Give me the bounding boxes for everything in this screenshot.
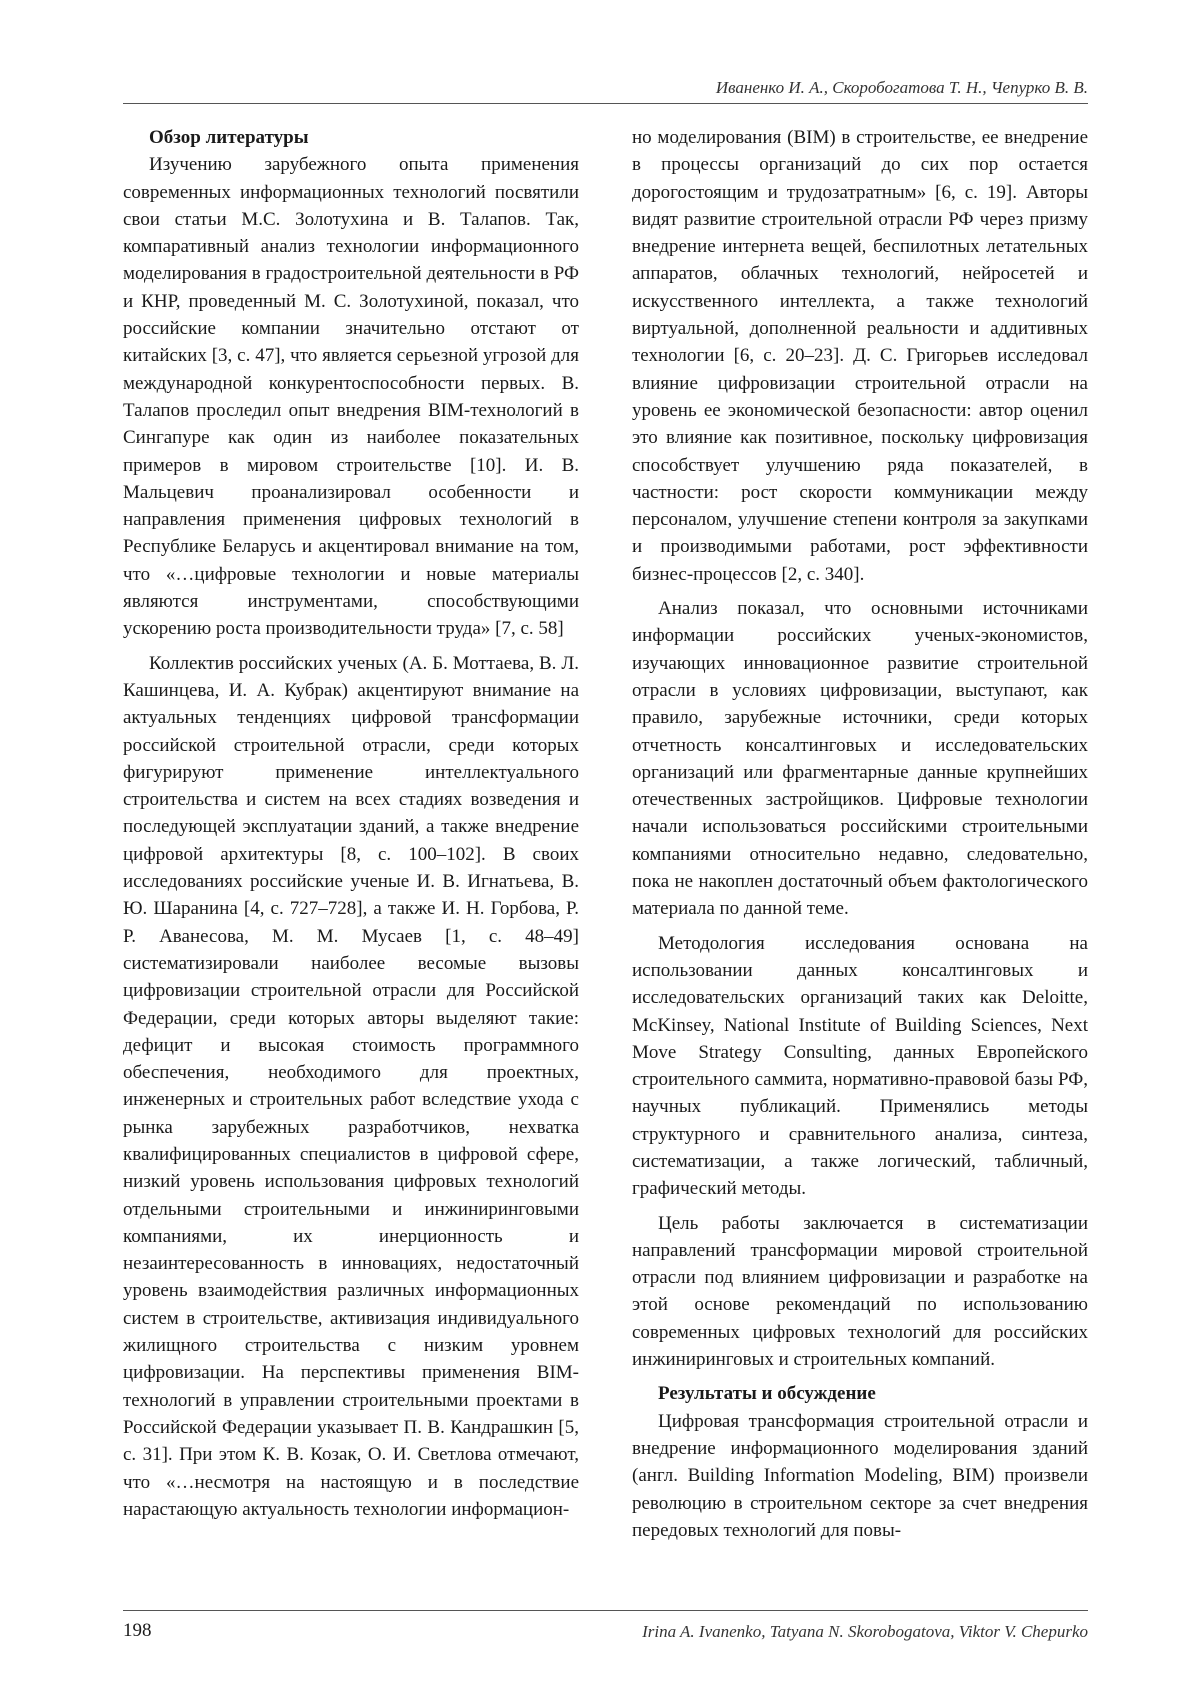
paragraph: Анализ показал, что основными источниками информации российских ученых-экономистов, изучающих инновационное развитие строительной отрасли в условиях цифровизации, выступают, как правило, зарубежные источники, среди которых отчетность консалтинговых и исследовательских организаций или фрагментарные данные крупнейших отечественных застройщиков. Цифровые технологии начали использоваться российскими строительными компаниями относительно недавно, следовательно, пока не накоплен достаточный объем фактологического материала по данной теме. [632, 598, 1088, 920]
paragraph: Изучению зарубежного опыта применения современных информационных технологий посвятили свои статьи М.С. Золотухина и В. Талапов. Так, компаративный анализ технологии информационного моделирования в градостроительной деятельности в РФ и КНР, проведенный М. С. Золотухиной, показал, что российские компании значительно отстают от китайских [3, с. 47], что является серьезной угрозой для международной конкурентоспособности первых. В. Талапов проследил опыт внедрения BIM-технологий в Сингапуре как один из наиболее показательных примеров в мировом строительстве [10]. И. В. Мальцевич проанализировал особенности и направления применения цифровых технологий в Республике Беларусь и акцентировал внимание на том, что «…цифровые технологии и новые материалы являются инструментами, способствующими ускорению роста производительности труда» [7, с. 58] [123, 154, 579, 640]
section-heading-results: Результаты и обсуждение [658, 1383, 876, 1405]
right-column [632, 124, 1088, 1551]
running-footer-authors: Irina A. Ivanenko, Tatyana N. Skorobogatova, Viktor V. Chepurko [642, 1622, 1088, 1641]
paragraph: Методология исследования основана на использовании данных консалтинговых и исследовательских организаций таких как Deloitte, McKinsey, National Institute of Building Sciences, Next Move Strategy Consulting, данных Европейского строительного саммита, нормативно-правовой базы РФ, научных публикаций. Применялись методы структурного и сравнительного анализа, синтеза, систематизации, а также логический, табличный, графический методы. [632, 932, 1088, 1200]
page-number: 198 [123, 1620, 152, 1641]
footer-rule [123, 1610, 1088, 1611]
left-column [123, 124, 579, 1530]
paragraph: Коллектив российских ученых (А. Б. Моттаева, В. Л. Кашинцева, И. А. Кубрак) акцентируют внимание на актуальных тенденциях цифровой трансформации российской строительной отрасли, среди которых фигурируют применение интеллектуального строительства и систем на всех стадиях возведения и последующей эксплуатации зданий, а также внедрение цифровой архитектуры [8, с. 100–102]. В своих исследованиях российские ученые И. В. Игнатьева, В. Ю. Шаранина [4, с. 727–728], а также И. Н. Горбова, Р. Р. Аванесова, М. М. Мусаев [1, с. 48–49] систематизировали наиболее весомые вызовы цифровизации строительной отрасли для Российской Федерации, среди которых авторы выделяют такие: дефицит и высокая стоимость программного обеспечения, необходимого для проектных, инженерных и строительных работ вследствие ухода с рынка зарубежных разработчиков, нехватка квалифицированных специалистов в цифровой сфере, низкий уровень использования цифровых технологий отдельными строительными и инжиниринговыми компаниями, их инерционность и незаинтересованность в инновациях, недостаточный уровень взаимодействия различных информационных систем в строительстве, активизация индивидуального жилищного строительства с низким уровнем цифровизации. На перспективы применения BIM-технологий в управлении строительными проектами в Российской Федерации указывает П. В. Кандрашкин [5, с. 31]. При этом К. В. Козак, О. И. Светлова отмечают, что «…несмотря на настоящую и в последствие нарастающую актуальность технологии информацион- [123, 652, 579, 1520]
running-header-authors: Иваненко И. А., Скоробогатова Т. Н., Чепурко В. В. [715, 78, 1088, 97]
header-rule [123, 103, 1088, 104]
paragraph-continuation: но моделирования (BIM) в строительстве, ее внедрение в процессы организаций до сих пор остается дорогостоящим и трудозатратным» [6, с. 19]. Авторы видят развитие строительной отрасли РФ через призму внедрение интернета вещей, беспилотных летательных аппаратов, облачных технологий, нейросетей и искусственного интеллекта, а также технологий виртуальной, дополненной реальности и аддитивных технологии [6, с. 20–23]. Д. С. Григорьев исследовал влияние цифровизации строительной отрасли на уровень ее экономической безопасности: автор оценил это влияние как позитивное, поскольку цифровизация способствует улучшению ряда показателей, в частности: рост скорости коммуникации между персоналом, улучшение степени контроля за закупками и производимыми работами, рост эффективности бизнес-процессов [2, с. 340]. [632, 127, 1088, 585]
paragraph: Цифровая трансформация строительной отрасли и внедрение информационного моделирования зданий (англ. Building Information Modeling, BIM) произвели революцию в строительном секторе за счет внедрения передовых технологий для повы- [632, 1410, 1088, 1541]
section-heading-literature-review: Обзор литературы [149, 127, 309, 148]
paragraph: Цель работы заключается в систематизации направлений трансформации мировой строительной отрасли под влиянием цифровизации и разработке на этой основе рекомендаций по использованию современных цифровых технологий для российских инжиниринговых и строительных компаний. [632, 1212, 1088, 1371]
